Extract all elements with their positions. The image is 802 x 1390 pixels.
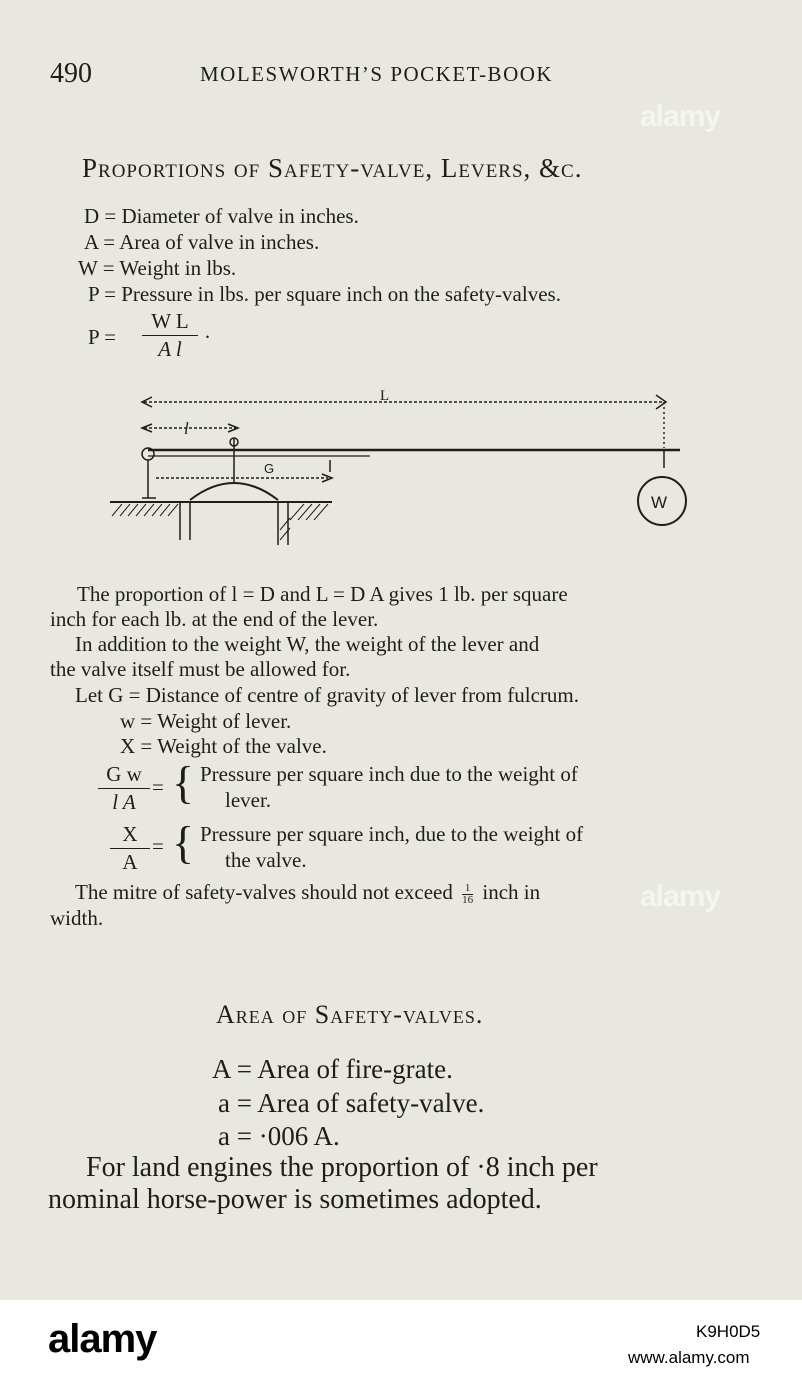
section-title-proportions: Proportions of Safety-valve, Levers, &c. — [82, 153, 583, 183]
definition-a: A = Area of valve in inches. — [84, 230, 320, 254]
stock-footer — [0, 1300, 802, 1390]
label-g: G — [264, 461, 275, 476]
valve-disc — [190, 483, 278, 500]
brace-1: { — [172, 757, 195, 808]
formula-numerator: W L — [151, 309, 189, 333]
fraction-bar — [98, 788, 150, 789]
formula-lhs: P = — [88, 325, 116, 349]
let-w-line: w = Weight of lever. — [120, 709, 292, 733]
image-id: K9H0D5 — [696, 1322, 761, 1341]
fraction-gw-numerator: G w — [106, 762, 142, 786]
formula-denominator: A l — [158, 337, 182, 361]
paragraph-line-4: the valve itself must be allowed for. — [50, 657, 351, 681]
brace-2: { — [172, 817, 195, 868]
equals-2: = — [152, 834, 164, 858]
paragraph-line-2: inch for each lb. at the end of the lever. — [50, 607, 379, 631]
paragraph-line-1: The proportion of l = D and L = D A gives 1 lb. per square — [77, 582, 568, 606]
mitre-line-1 — [75, 880, 540, 906]
definition-d: D = Diameter of valve in inches. — [84, 204, 359, 228]
mitre-text-end: inch in — [482, 880, 541, 904]
label-big-l: L — [380, 388, 390, 404]
fraction-x-numerator: X — [122, 822, 138, 846]
mitre-line-2: width. — [50, 906, 104, 930]
safety-valve-lever-diagram — [100, 380, 700, 555]
running-title: MOLESWORTH’S POCKET-BOOK — [200, 62, 554, 86]
page-number: 490 — [50, 58, 92, 89]
frac2-line2: the valve. — [225, 848, 307, 872]
hatching — [112, 504, 328, 540]
fraction-x-denominator: A — [122, 850, 138, 874]
area-line-3: a = ·006 A. — [218, 1121, 340, 1151]
fraction-x-a — [110, 822, 150, 875]
area-line-1: A = Area of fire-grate. — [212, 1054, 453, 1084]
mitre-text: The mitre of safety-valves should not exceed — [75, 880, 453, 904]
definition-w: W = Weight in lbs. — [78, 256, 237, 280]
alamy-logo: alamy — [48, 1317, 157, 1361]
closing-line-1: For land engines the proportion of ·8 inch per — [86, 1152, 598, 1183]
definition-p: P = Pressure in lbs. per square inch on the safety-valves. — [88, 282, 561, 306]
formula-tail: · — [204, 325, 211, 349]
equals-1: = — [152, 775, 164, 799]
frac2-line1: Pressure per square inch, due to the weight of — [200, 822, 584, 846]
closing-line-2: nominal horse-power is sometimes adopted. — [48, 1184, 542, 1215]
fraction-gw-la — [98, 762, 150, 815]
watermark-top: alamy — [640, 100, 721, 133]
section-title-area: Area of Safety-valves. — [216, 1000, 484, 1029]
site-url: www.alamy.com — [628, 1348, 750, 1367]
watermark-bottom: alamy — [640, 880, 721, 913]
fraction-bar — [142, 335, 198, 336]
frac1-line1: Pressure per square inch due to the weight of — [200, 762, 578, 786]
mitre-fraction — [462, 883, 473, 906]
label-w: W — [651, 493, 668, 512]
let-x-line: X = Weight of the valve. — [120, 734, 327, 758]
frac1-line2: lever. — [225, 788, 272, 812]
formula-fraction — [142, 309, 198, 362]
paragraph-line-3: In addition to the weight W, the weight of the lever and — [75, 632, 540, 656]
let-g-line: Let G = Distance of centre of gravity of lever from fulcrum. — [75, 683, 579, 707]
fraction-gw-denominator: l A — [112, 790, 136, 814]
mitre-fraction-den: 16 — [462, 893, 474, 906]
area-line-2: a = Area of safety-valve. — [218, 1088, 485, 1118]
label-small-l: l — [184, 419, 189, 438]
fraction-bar — [110, 848, 150, 849]
mitre-fraction-num: 1 — [464, 881, 471, 894]
